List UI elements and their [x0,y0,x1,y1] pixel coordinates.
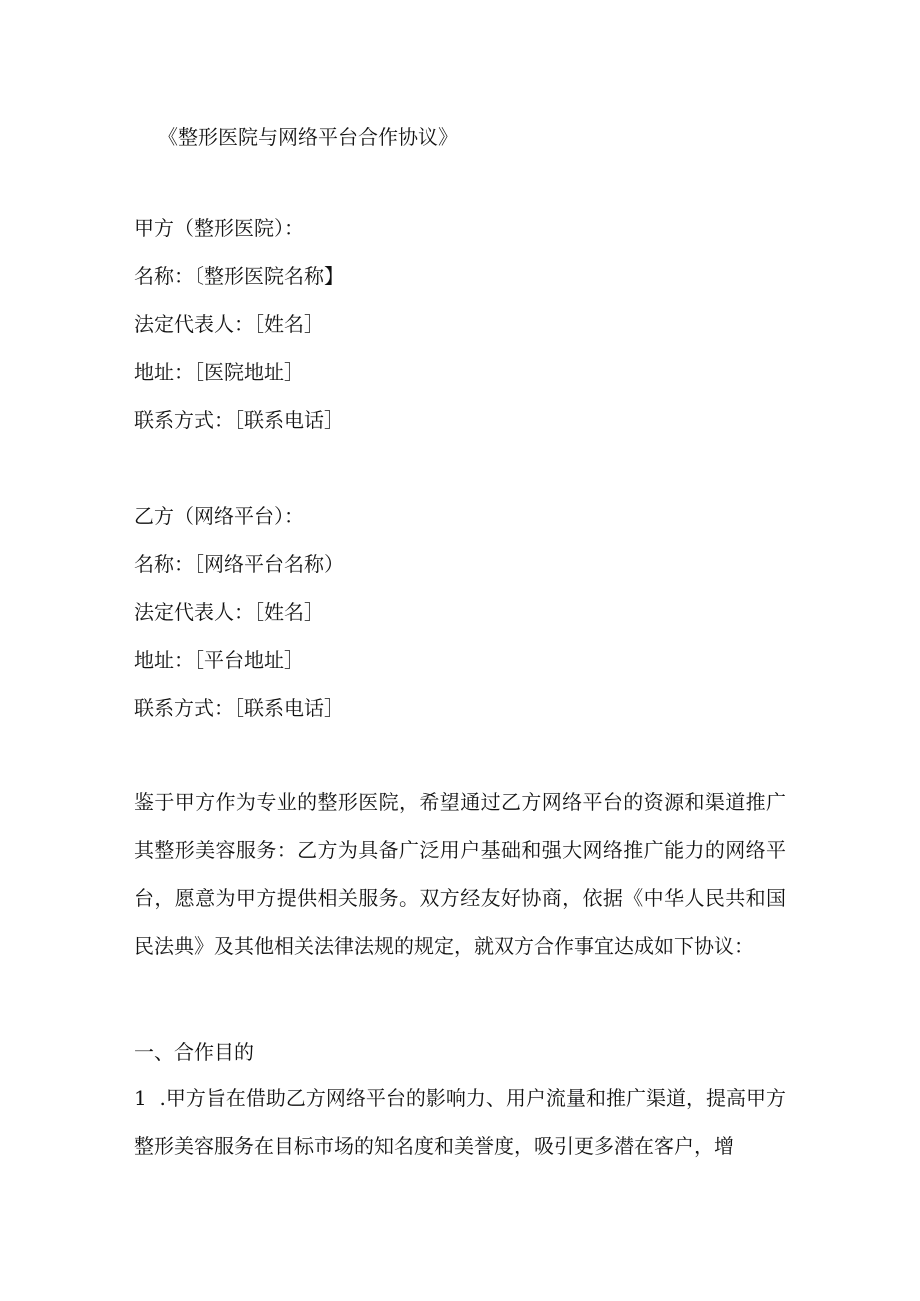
party-a-contact: 联系方式：［联系电话］ [134,408,344,432]
section-1-heading: 一、合作目的 [134,1040,254,1064]
party-b-address: 地址：［平台地址］ [134,648,304,672]
document-title: 《整形医院与网络平台合作协议》 [158,125,458,149]
party-a-heading: 甲方（整形医院）： [134,216,304,240]
party-b-legal-rep: 法定代表人：［姓名］ [134,600,324,624]
party-a-legal-rep: 法定代表人：［姓名］ [134,312,324,336]
party-a-name: 名称：〔整形医院名称】 [134,264,344,288]
party-b-name: 名称：［网络平台名称） [134,552,344,576]
party-b-contact: 联系方式：［联系电话］ [134,696,344,720]
party-a-address: 地址：［医院地址］ [134,360,304,384]
party-b-heading: 乙方（网络平台）： [134,504,304,528]
preamble-paragraph: 鉴于甲方作为专业的整形医院，希望通过乙方网络平台的资源和渠道推广其整形美容服务：乙方为具备广泛用户基础和强大网络推广能力的网络平台，愿意为甲方提供相关服务。双方经友好协商，依据《中华人民共和国民法典》及其他相关法律法规的规定，就双方合作事宜达成如下协议： [134,790,786,958]
section-1-item-1: 1 .甲方旨在借助乙方网络平台的影响力、用户流量和推广渠道，提高甲方整形美容服务在目标市场的知名度和美誉度，吸引更多潜在客户，增 [134,1086,786,1158]
